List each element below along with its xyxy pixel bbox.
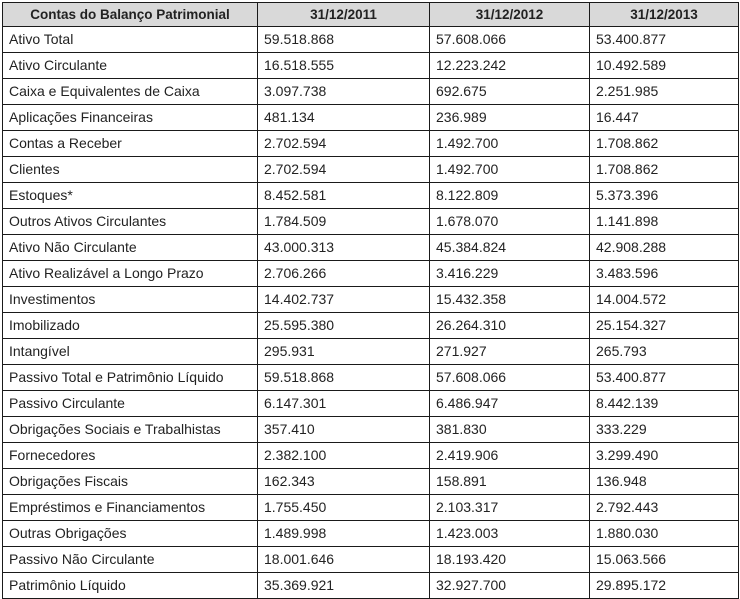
- value-2012: 692.675: [430, 79, 590, 105]
- table-header: [3, 3, 739, 27]
- account-name: Passivo Circulante: [3, 391, 258, 417]
- value-2012: 12.223.242: [430, 53, 590, 79]
- table-row: [3, 261, 739, 287]
- value-2011: 1.489.998: [258, 521, 430, 547]
- value-2012: 1.492.700: [430, 157, 590, 183]
- value-2011: 2.382.100: [258, 443, 430, 469]
- header-2012: 31/12/2012: [430, 3, 590, 27]
- table-row: [3, 27, 739, 53]
- account-name: Ativo Circulante: [3, 53, 258, 79]
- value-2013: 265.793: [590, 339, 739, 365]
- header-2013: 31/12/2013: [590, 3, 739, 27]
- value-2013: 15.063.566: [590, 547, 739, 573]
- value-2012: 3.416.229: [430, 261, 590, 287]
- table-row: [3, 313, 739, 339]
- value-2013: 10.492.589: [590, 53, 739, 79]
- table-row: [3, 131, 739, 157]
- table-row: [3, 209, 739, 235]
- value-2013: 16.447: [590, 105, 739, 131]
- value-2011: 162.343: [258, 469, 430, 495]
- value-2013: 2.251.985: [590, 79, 739, 105]
- balance-sheet-container: [2, 2, 738, 599]
- value-2011: 16.518.555: [258, 53, 430, 79]
- value-2012: 57.608.066: [430, 365, 590, 391]
- account-name: Intangível: [3, 339, 258, 365]
- header-accounts: Contas do Balanço Patrimonial: [3, 3, 258, 27]
- value-2011: 2.706.266: [258, 261, 430, 287]
- value-2012: 381.830: [430, 417, 590, 443]
- value-2013: 1.141.898: [590, 209, 739, 235]
- account-name: Imobilizado: [3, 313, 258, 339]
- value-2011: 35.369.921: [258, 573, 430, 599]
- value-2011: 2.702.594: [258, 157, 430, 183]
- value-2012: 2.103.317: [430, 495, 590, 521]
- value-2012: 26.264.310: [430, 313, 590, 339]
- account-name: Caixa e Equivalentes de Caixa: [3, 79, 258, 105]
- account-name: Outros Ativos Circulantes: [3, 209, 258, 235]
- account-name: Investimentos: [3, 287, 258, 313]
- table-row: [3, 469, 739, 495]
- value-2012: 6.486.947: [430, 391, 590, 417]
- table-row: [3, 547, 739, 573]
- value-2011: 6.147.301: [258, 391, 430, 417]
- account-name: Passivo Total e Patrimônio Líquido: [3, 365, 258, 391]
- value-2011: 3.097.738: [258, 79, 430, 105]
- value-2013: 333.229: [590, 417, 739, 443]
- value-2012: 2.419.906: [430, 443, 590, 469]
- table-row: [3, 105, 739, 131]
- table-row: [3, 443, 739, 469]
- value-2012: 32.927.700: [430, 573, 590, 599]
- table-row: [3, 365, 739, 391]
- account-name: Clientes: [3, 157, 258, 183]
- value-2013: 29.895.172: [590, 573, 739, 599]
- value-2011: 2.702.594: [258, 131, 430, 157]
- balance-sheet-table: [2, 2, 739, 599]
- header-2011: 31/12/2011: [258, 3, 430, 27]
- value-2013: 3.483.596: [590, 261, 739, 287]
- value-2011: 357.410: [258, 417, 430, 443]
- value-2013: 5.373.396: [590, 183, 739, 209]
- value-2013: 53.400.877: [590, 27, 739, 53]
- value-2012: 57.608.066: [430, 27, 590, 53]
- account-name: Fornecedores: [3, 443, 258, 469]
- value-2012: 158.891: [430, 469, 590, 495]
- table-row: [3, 157, 739, 183]
- value-2013: 42.908.288: [590, 235, 739, 261]
- table-row: [3, 79, 739, 105]
- table-row: [3, 235, 739, 261]
- account-name: Obrigações Sociais e Trabalhistas: [3, 417, 258, 443]
- table-body: [3, 27, 739, 599]
- value-2011: 14.402.737: [258, 287, 430, 313]
- table-row: [3, 521, 739, 547]
- header-row: [3, 3, 739, 27]
- value-2013: 3.299.490: [590, 443, 739, 469]
- value-2013: 14.004.572: [590, 287, 739, 313]
- value-2011: 1.784.509: [258, 209, 430, 235]
- account-name: Contas a Receber: [3, 131, 258, 157]
- account-name: Empréstimos e Financiamentos: [3, 495, 258, 521]
- account-name: Outras Obrigações: [3, 521, 258, 547]
- table-row: [3, 183, 739, 209]
- account-name: Passivo Não Circulante: [3, 547, 258, 573]
- value-2013: 8.442.139: [590, 391, 739, 417]
- value-2012: 45.384.824: [430, 235, 590, 261]
- table-row: [3, 573, 739, 599]
- account-name: Estoques*: [3, 183, 258, 209]
- value-2011: 8.452.581: [258, 183, 430, 209]
- value-2011: 481.134: [258, 105, 430, 131]
- value-2012: 271.927: [430, 339, 590, 365]
- table-row: [3, 391, 739, 417]
- table-row: [3, 339, 739, 365]
- value-2012: 15.432.358: [430, 287, 590, 313]
- table-row: [3, 53, 739, 79]
- value-2012: 18.193.420: [430, 547, 590, 573]
- account-name: Ativo Não Circulante: [3, 235, 258, 261]
- value-2011: 43.000.313: [258, 235, 430, 261]
- value-2011: 295.931: [258, 339, 430, 365]
- value-2013: 1.708.862: [590, 131, 739, 157]
- table-row: [3, 287, 739, 313]
- table-row: [3, 495, 739, 521]
- value-2012: 236.989: [430, 105, 590, 131]
- value-2012: 1.492.700: [430, 131, 590, 157]
- value-2011: 25.595.380: [258, 313, 430, 339]
- value-2011: 59.518.868: [258, 365, 430, 391]
- value-2013: 1.708.862: [590, 157, 739, 183]
- value-2013: 1.880.030: [590, 521, 739, 547]
- value-2011: 59.518.868: [258, 27, 430, 53]
- account-name: Patrimônio Líquido: [3, 573, 258, 599]
- account-name: Aplicações Financeiras: [3, 105, 258, 131]
- table-row: [3, 417, 739, 443]
- value-2013: 53.400.877: [590, 365, 739, 391]
- value-2011: 1.755.450: [258, 495, 430, 521]
- account-name: Ativo Total: [3, 27, 258, 53]
- value-2013: 2.792.443: [590, 495, 739, 521]
- value-2012: 1.423.003: [430, 521, 590, 547]
- value-2013: 136.948: [590, 469, 739, 495]
- value-2012: 8.122.809: [430, 183, 590, 209]
- account-name: Ativo Realizável a Longo Prazo: [3, 261, 258, 287]
- value-2011: 18.001.646: [258, 547, 430, 573]
- account-name: Obrigações Fiscais: [3, 469, 258, 495]
- value-2013: 25.154.327: [590, 313, 739, 339]
- value-2012: 1.678.070: [430, 209, 590, 235]
